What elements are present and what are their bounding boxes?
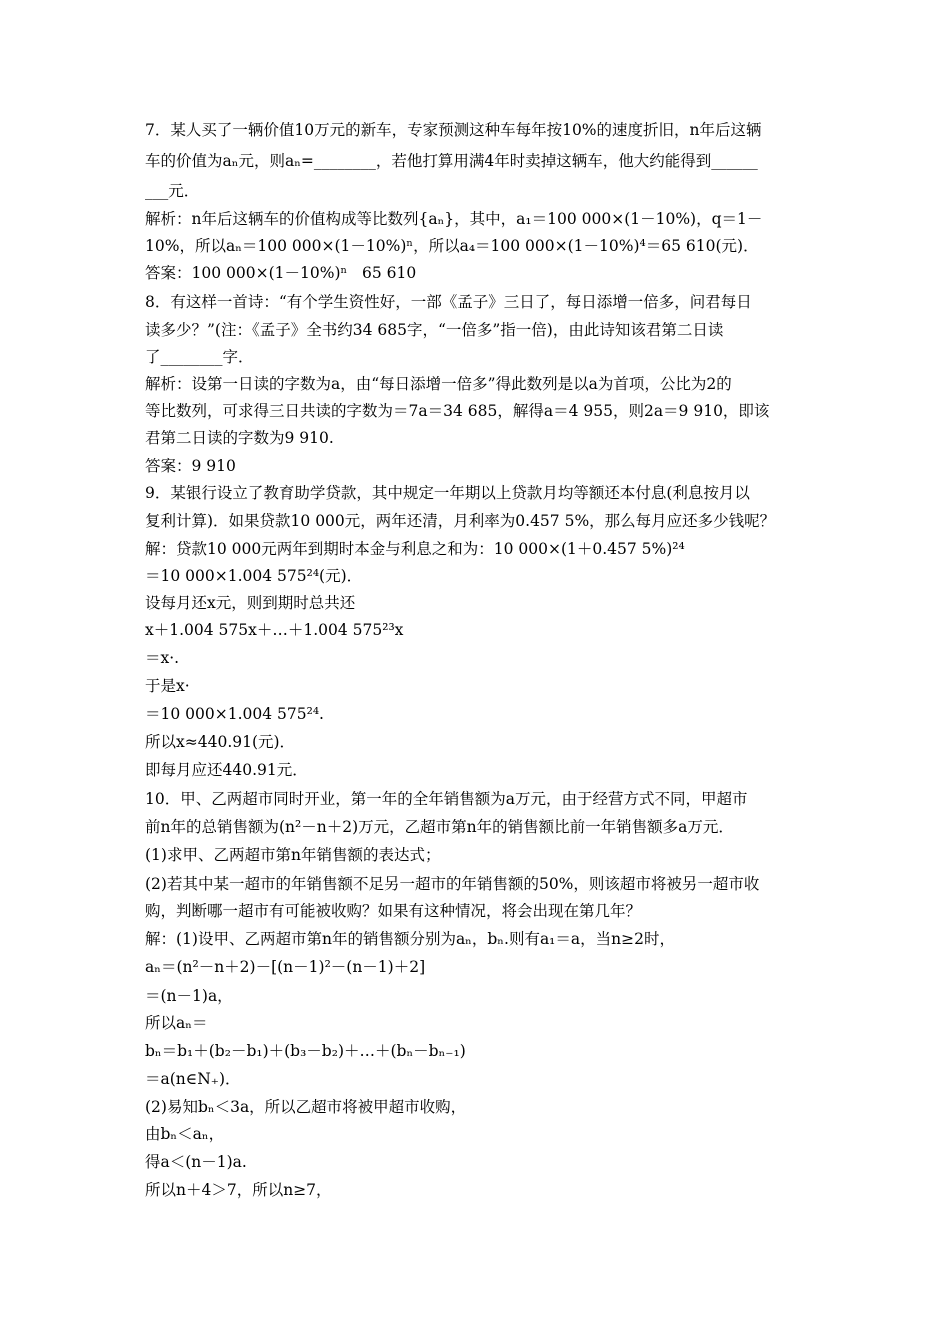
q8-analysis-line-2: 等比数列，可求得三日共读的字数为＝7a＝34 685，解得a＝4 955，则2a＝9 910，即该 — [145, 402, 770, 420]
q9-solution-line-9: 即每月应还440.91元． — [145, 761, 308, 779]
q10-solution-line-10: 所以n＋4＞7，所以n≥7， — [145, 1181, 332, 1199]
q8-answer: 答案：9 910 — [145, 457, 236, 475]
q10-solution-line-4: 所以aₙ＝ — [145, 1014, 208, 1032]
q10-part-1: (1)求甲、乙两超市第n年销售额的表达式； — [145, 846, 441, 864]
q9-solution-line-4: x＋1.004 575x＋…＋1.004 575²³x — [145, 621, 404, 639]
q8-analysis-line-3: 君第二日读的字数为9 910. — [145, 429, 334, 447]
q10-solution-line-3: ＝(n－1)a， — [145, 987, 233, 1005]
q7-answer: 答案：100 000×(1－10%)ⁿ 65 610 — [145, 264, 417, 282]
q9-solution-line-5: ＝x·. — [145, 649, 180, 667]
q10-line-1: 10．甲、乙两超市同时开业，第一年的全年销售额为a万元，由于经营方式不同，甲超市 — [145, 790, 748, 808]
q7-line-2: 车的价值为aₙ元，则aₙ=________，若他打算用满4年时卖掉这辆车，他大约能得到______ — [145, 152, 758, 170]
q10-part-2-line-1: (2)若其中某一超市的年销售额不足另一超市的年销售额的50%，则该超市将被另一超市收 — [145, 875, 760, 893]
q7-line-1: 7．某人买了一辆价值10万元的新车，专家预测这种车每年按10%的速度折旧，n年后这辆 — [145, 121, 762, 139]
q9-solution-line-2: ＝10 000×1.004 575²⁴(元)． — [145, 567, 363, 585]
q10-solution-line-5: bₙ＝b₁＋(b₂－b₁)＋(b₃－b₂)＋…＋(bₙ－bₙ₋₁) — [145, 1042, 466, 1060]
q9-solution-line-3: 设每月还x元，则到期时总共还 — [145, 594, 356, 612]
q9-solution-line-8: 所以x≈440.91(元)． — [145, 733, 296, 751]
q10-part-2-line-2: 购，判断哪一超市有可能被收购？如果有这种情况，将会出现在第几年？ — [145, 902, 642, 920]
q7-line-3: ___元． — [145, 182, 200, 200]
q8-line-3: 了________字． — [145, 348, 254, 366]
q10-solution-line-7: (2)易知bₙ＜3a，所以乙超市将被甲超市收购， — [145, 1098, 467, 1116]
q10-solution-line-1: 解：(1)设甲、乙两超市第n年的销售额分别为aₙ，bₙ.则有a₁＝a，当n≥2时， — [145, 930, 675, 948]
q10-solution-line-6: ＝a(n∈N₊)． — [145, 1070, 241, 1088]
q9-line-2: 复利计算)．如果贷款10 000元，两年还清，月利率为0.457 5%，那么每月应还多少钱呢？ — [145, 512, 776, 530]
q9-line-1: 9．某银行设立了教育助学贷款，其中规定一年期以上贷款月均等额还本付息(利息按月以 — [145, 484, 750, 502]
q10-solution-line-8: 由bₙ＜aₙ， — [145, 1125, 225, 1143]
q10-solution-line-9: 得a＜(n－1)a. — [145, 1153, 247, 1171]
q8-line-1: 8．有这样一首诗：“有个学生资性好，一部《孟子》三日了，每日添增一倍多，问君每日 — [145, 293, 752, 311]
q9-solution-line-1: 解：贷款10 000元两年到期时本金与利息之和为：10 000×(1＋0.457 5%)²⁴ — [145, 540, 685, 558]
q8-analysis-line-1: 解析：设第一日读的字数为a，由“每日添增一倍多”得此数列是以a为首项，公比为2的 — [145, 375, 732, 393]
q9-solution-line-6: 于是x· — [145, 677, 190, 695]
q10-line-2: 前n年的总销售额为(n²－n＋2)万元，乙超市第n年的销售额比前一年销售额多a万元． — [145, 818, 734, 836]
q7-analysis-line-2: 10%，所以aₙ＝100 000×(1－10%)ⁿ，所以a₄＝100 000×(1－10%)⁴＝65 610(元)． — [145, 237, 759, 255]
q7-analysis-line-1: 解析：n年后这辆车的价值构成等比数列{aₙ}，其中，a₁＝100 000×(1－10%)，q＝1－ — [145, 210, 763, 228]
q9-solution-line-7: ＝10 000×1.004 575²⁴. — [145, 705, 324, 723]
q10-solution-line-2: aₙ＝(n²－n＋2)－[(n－1)²－(n－1)＋2] — [145, 958, 426, 976]
q8-line-2: 读多少？”(注：《孟子》全书约34 685字，“一倍多”指一倍)，由此诗知该君第二日读 — [145, 321, 724, 339]
